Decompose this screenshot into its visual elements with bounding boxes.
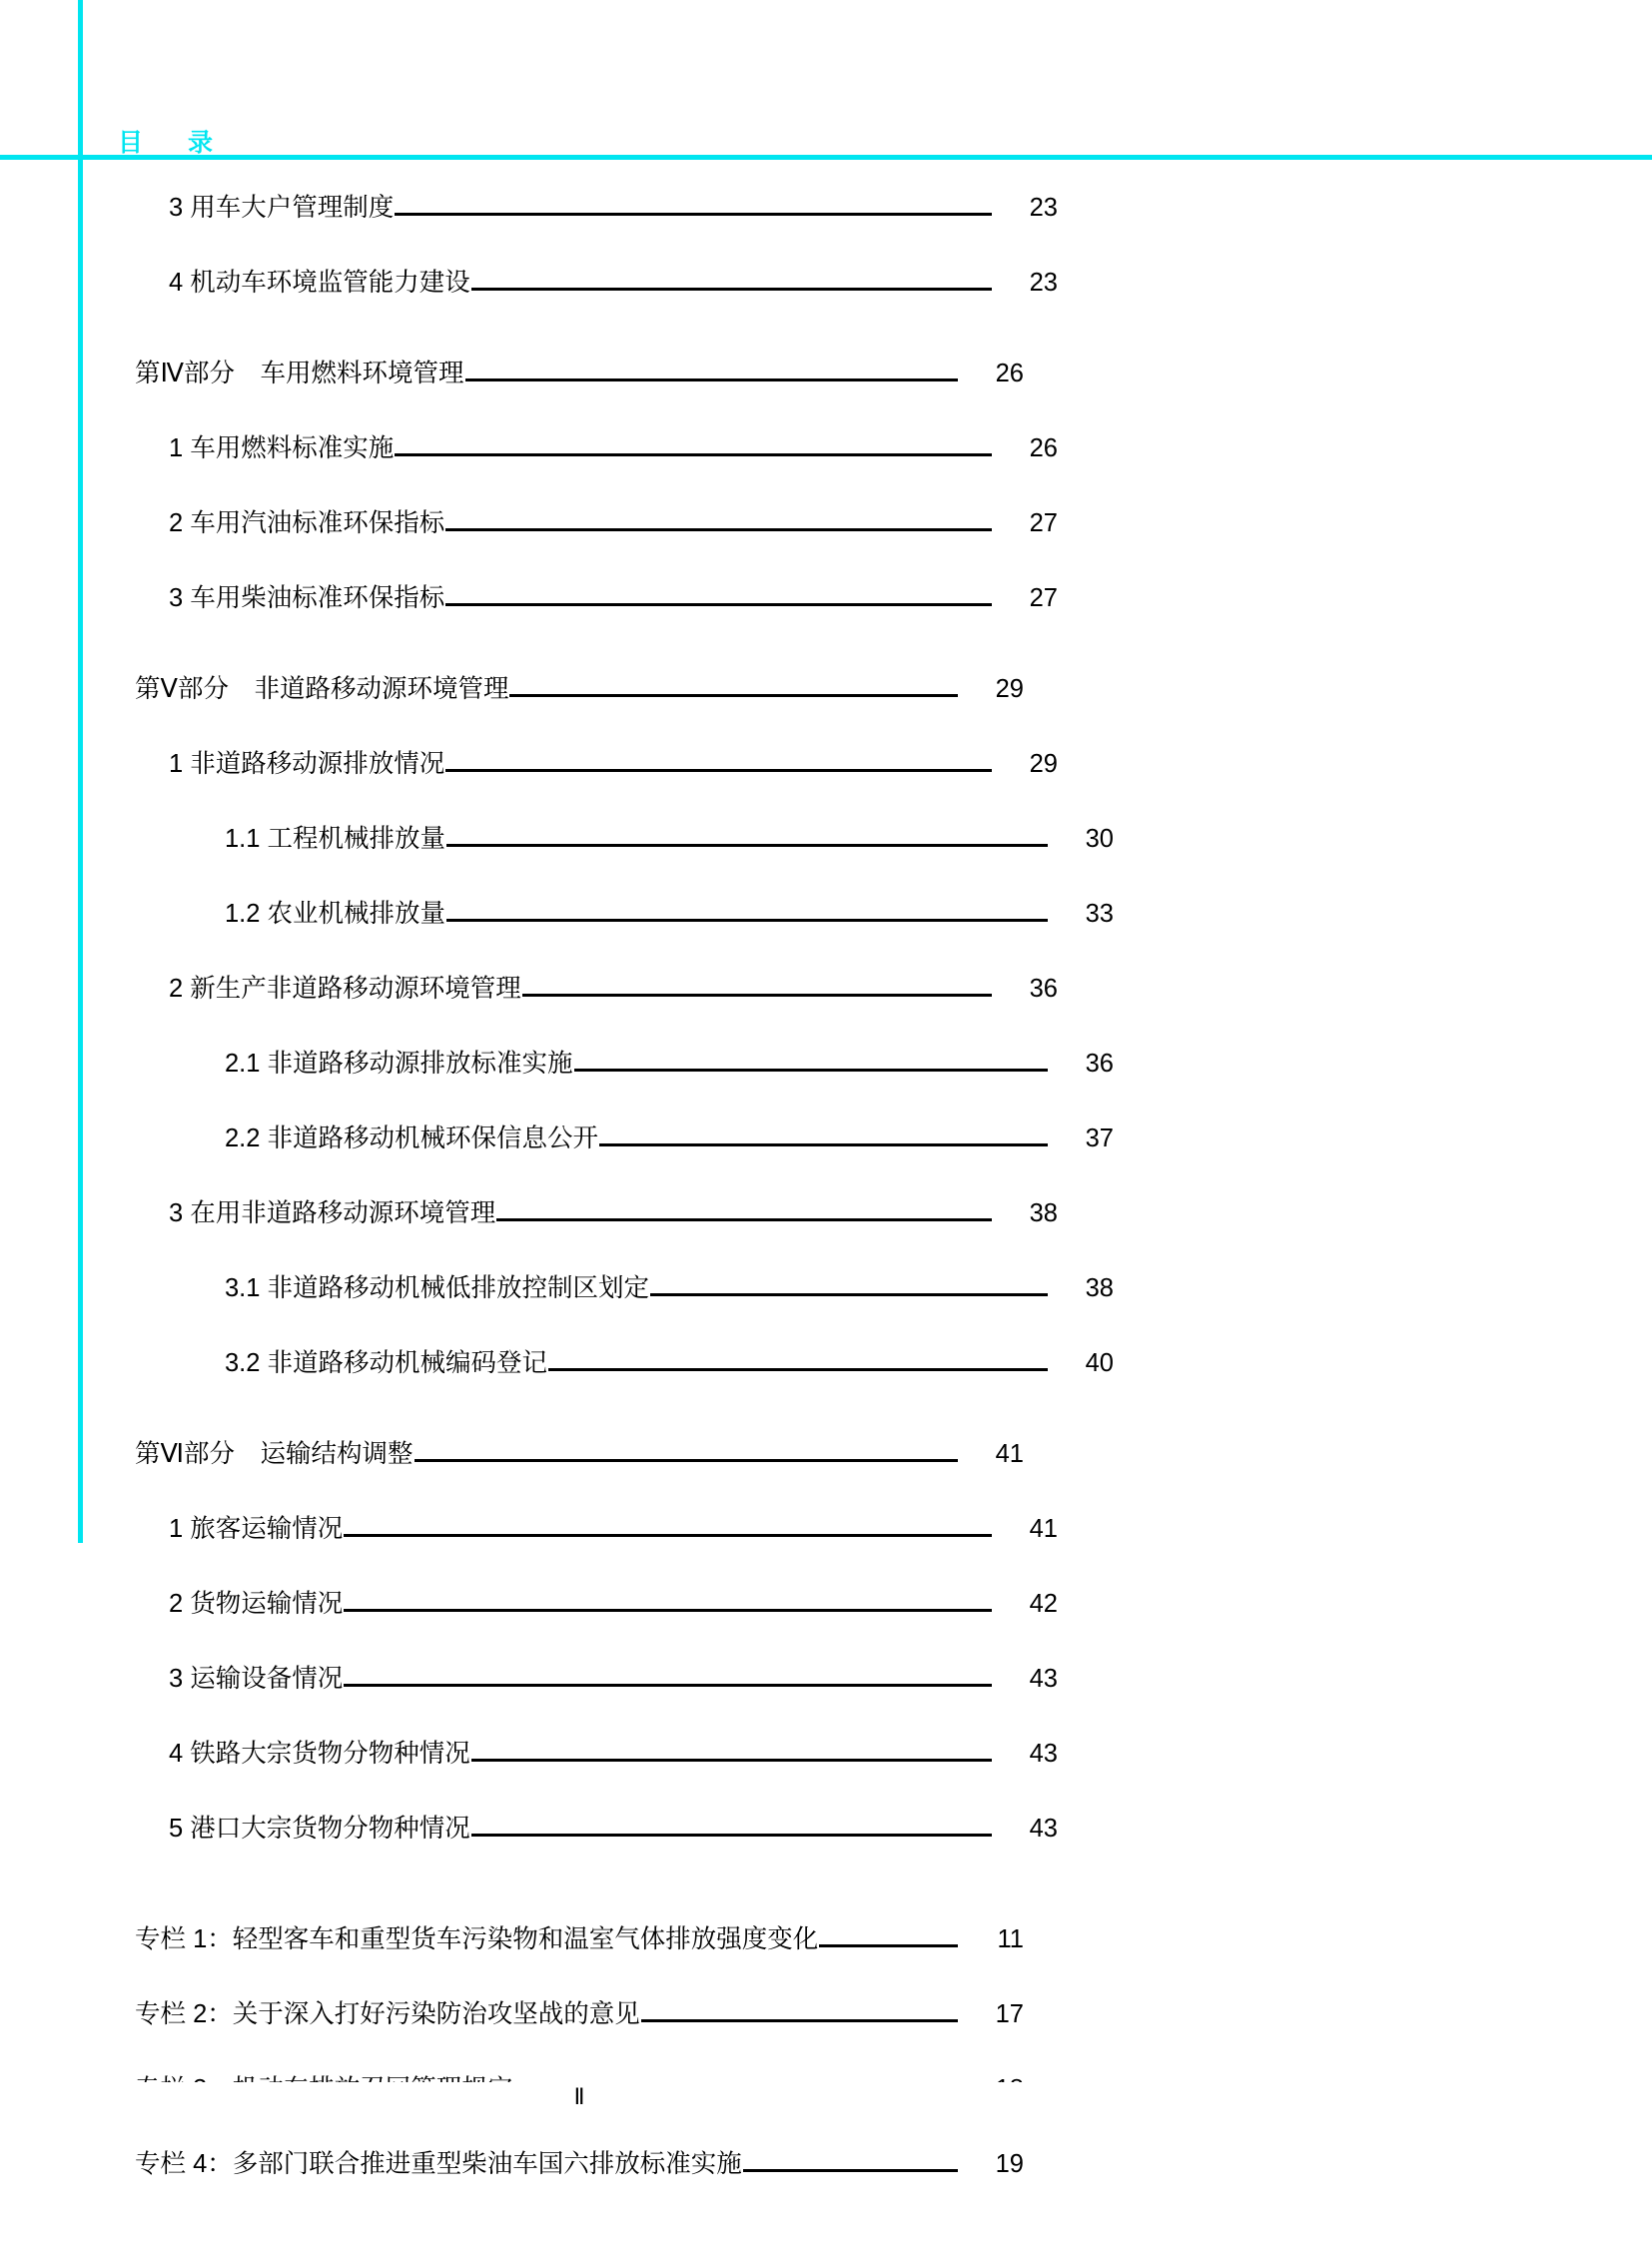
toc-leader-line (599, 1143, 1048, 1146)
toc-entry[interactable] (135, 196, 1058, 223)
toc-page-number: 37 (1085, 1124, 1114, 1152)
toc-leader-line (819, 1944, 958, 1947)
toc-page-number: 27 (1029, 584, 1058, 612)
toc-page-number: 41 (995, 1440, 1024, 1468)
group-spacer (135, 298, 1024, 362)
toc-entry[interactable] (135, 1201, 1058, 1228)
toc-entry[interactable] (135, 1351, 1114, 1378)
row-spacer (135, 1544, 1024, 1592)
group-spacer (135, 1844, 1024, 1927)
toc-page-number: 43 (1029, 1665, 1058, 1693)
toc-page-number: 29 (1029, 750, 1058, 778)
toc-leader-line (471, 1834, 992, 1837)
toc-leader-line (548, 1368, 1048, 1371)
toc-entry[interactable] (135, 1442, 1024, 1469)
toc-page-number: 43 (1029, 1815, 1058, 1843)
toc-leader-line (344, 1534, 992, 1537)
toc-page-number: 38 (1085, 1274, 1114, 1302)
row-spacer (135, 1619, 1024, 1667)
toc-entry-label: 2.2 非道路移动机械环保信息公开 (225, 1124, 599, 1152)
table-of-contents (135, 194, 1114, 2179)
toc-entry[interactable] (135, 2002, 1024, 2029)
toc-entry[interactable] (135, 1592, 1058, 1619)
toc-page-number: 36 (1029, 975, 1058, 1003)
row-spacer (135, 854, 1024, 902)
row-spacer (135, 463, 1024, 511)
group-spacer (135, 1378, 1024, 1442)
toc-entry-label: 5 港口大宗货物分物种情况 (169, 1815, 470, 1843)
toc-leader-line (446, 919, 1048, 922)
toc-entry[interactable] (135, 586, 1058, 613)
toc-entry-label: 2.1 非道路移动源排放标准实施 (225, 1050, 573, 1078)
toc-entry[interactable] (135, 1667, 1058, 1694)
toc-leader-line (471, 288, 992, 291)
running-head-title: 目 录 (118, 129, 224, 157)
toc-page-number: 33 (1085, 900, 1114, 928)
toc-entry-label: 专栏 1：轻型客车和重型货车污染物和温室气体排放强度变化 (135, 1925, 819, 1953)
toc-page-number: 40 (1085, 1349, 1114, 1377)
toc-entry[interactable] (135, 1517, 1058, 1544)
toc-entry-label: 2 货物运输情况 (169, 1590, 344, 1618)
toc-page-number: 38 (1029, 1199, 1058, 1227)
row-spacer (135, 1153, 1024, 1201)
toc-leader-line (344, 1609, 992, 1612)
toc-entry-label: 1.1 工程机械排放量 (225, 825, 446, 853)
header-accent-rule (0, 155, 1652, 160)
row-spacer (135, 1694, 1024, 1742)
toc-entry-label: 1 车用燃料标准实施 (169, 434, 395, 462)
row-spacer (135, 1303, 1024, 1351)
row-spacer (135, 1769, 1024, 1817)
toc-leader-line (395, 453, 992, 456)
toc-entry[interactable] (135, 1817, 1058, 1844)
toc-leader-line (414, 1459, 958, 1462)
row-spacer (135, 929, 1024, 977)
toc-entry[interactable] (135, 677, 1024, 704)
toc-entry-label: 4 铁路大宗货物分物种情况 (169, 1740, 470, 1768)
toc-entry[interactable] (135, 827, 1114, 854)
toc-leader-line (743, 2169, 958, 2172)
row-spacer (135, 2029, 1024, 2077)
row-spacer (135, 538, 1024, 586)
toc-leader-line (641, 2019, 958, 2022)
toc-entry[interactable] (135, 511, 1058, 538)
toc-leader-line (445, 769, 992, 772)
toc-entry[interactable] (135, 1927, 1024, 1954)
toc-entry-label: 专栏 4：多部门联合推进重型柴油车国六排放标准实施 (135, 2150, 742, 2178)
toc-entry[interactable] (135, 977, 1058, 1004)
toc-entry-label: 2 新生产非道路移动源环境管理 (169, 975, 521, 1003)
row-spacer (135, 704, 1024, 752)
row-spacer (135, 1469, 1024, 1517)
toc-entry-label: 4 机动车环境监管能力建设 (169, 269, 470, 297)
toc-page-number: 23 (1029, 269, 1058, 297)
toc-entry-label: 第Ⅴ部分 非道路移动源环境管理 (135, 675, 509, 703)
group-spacer (135, 613, 1024, 677)
toc-leader-line (574, 1069, 1048, 1072)
toc-entry[interactable] (135, 902, 1114, 929)
toc-entry-label: 3 车用柴油标准环保指标 (169, 584, 445, 612)
row-spacer (135, 1954, 1024, 2002)
toc-leader-line (650, 1293, 1048, 1296)
toc-entry[interactable] (135, 436, 1058, 463)
toc-page-number: 23 (1029, 194, 1058, 222)
toc-entry-label: 第Ⅳ部分 车用燃料环境管理 (135, 360, 464, 387)
toc-entry[interactable] (135, 1276, 1114, 1303)
toc-entry-label: 3 在用非道路移动源环境管理 (169, 1199, 496, 1227)
toc-page-number: 11 (997, 1925, 1024, 1953)
toc-page-number: 17 (995, 2000, 1024, 2028)
row-spacer (135, 1004, 1024, 1052)
toc-entry-label: 3.1 非道路移动机械低排放控制区划定 (225, 1274, 650, 1302)
toc-entry[interactable] (135, 1742, 1058, 1769)
toc-leader-line (445, 528, 992, 531)
row-spacer (135, 1228, 1024, 1276)
toc-page-number: 36 (1085, 1050, 1114, 1078)
toc-page-number: 26 (1029, 434, 1058, 462)
vertical-accent-rule (78, 0, 83, 1543)
toc-entry-label: 3.2 非道路移动机械编码登记 (225, 1349, 548, 1377)
toc-page-number: 42 (1029, 1590, 1058, 1618)
toc-entry[interactable] (135, 1126, 1114, 1153)
toc-page-number: 30 (1085, 825, 1114, 853)
toc-entry-label: 1.2 农业机械排放量 (225, 900, 446, 928)
toc-leader-line (445, 603, 992, 606)
toc-page-number: 43 (1029, 1740, 1058, 1768)
toc-page-number: 41 (1029, 1515, 1058, 1543)
toc-page-number: 27 (1029, 509, 1058, 537)
toc-leader-line (344, 1684, 992, 1687)
toc-page-number: 26 (995, 360, 1024, 387)
row-spacer (135, 779, 1024, 827)
toc-entry-label: 3 运输设备情况 (169, 1665, 344, 1693)
toc-page-number: 19 (995, 2150, 1024, 2178)
page-folio (135, 2082, 1024, 2112)
page-folio-text: Ⅱ (560, 2084, 599, 2109)
toc-entry-label: 1 非道路移动源排放情况 (169, 750, 445, 778)
toc-leader-line (395, 213, 992, 216)
toc-entry-label: 专栏 2：关于深入打好污染防治攻坚战的意见 (135, 2000, 640, 2028)
row-spacer (135, 388, 1024, 436)
toc-entry-label: 3 用车大户管理制度 (169, 194, 395, 222)
toc-entry[interactable] (135, 2152, 1024, 2179)
toc-entry-label: 2 车用汽油标准环保指标 (169, 509, 445, 537)
toc-entry[interactable] (135, 1052, 1114, 1079)
toc-leader-line (446, 844, 1048, 847)
toc-leader-line (465, 378, 958, 381)
toc-leader-line (522, 994, 992, 997)
toc-entry[interactable] (135, 271, 1058, 298)
row-spacer (135, 223, 1024, 271)
toc-entry-label: 第Ⅵ部分 运输结构调整 (135, 1440, 413, 1468)
toc-leader-line (471, 1759, 992, 1762)
toc-leader-line (496, 1218, 992, 1221)
toc-leader-line (509, 694, 958, 697)
toc-entry[interactable] (135, 362, 1024, 388)
row-spacer (135, 1079, 1024, 1126)
toc-entry[interactable] (135, 752, 1058, 779)
toc-page-number: 29 (995, 675, 1024, 703)
toc-entry-label: 1 旅客运输情况 (169, 1515, 344, 1543)
